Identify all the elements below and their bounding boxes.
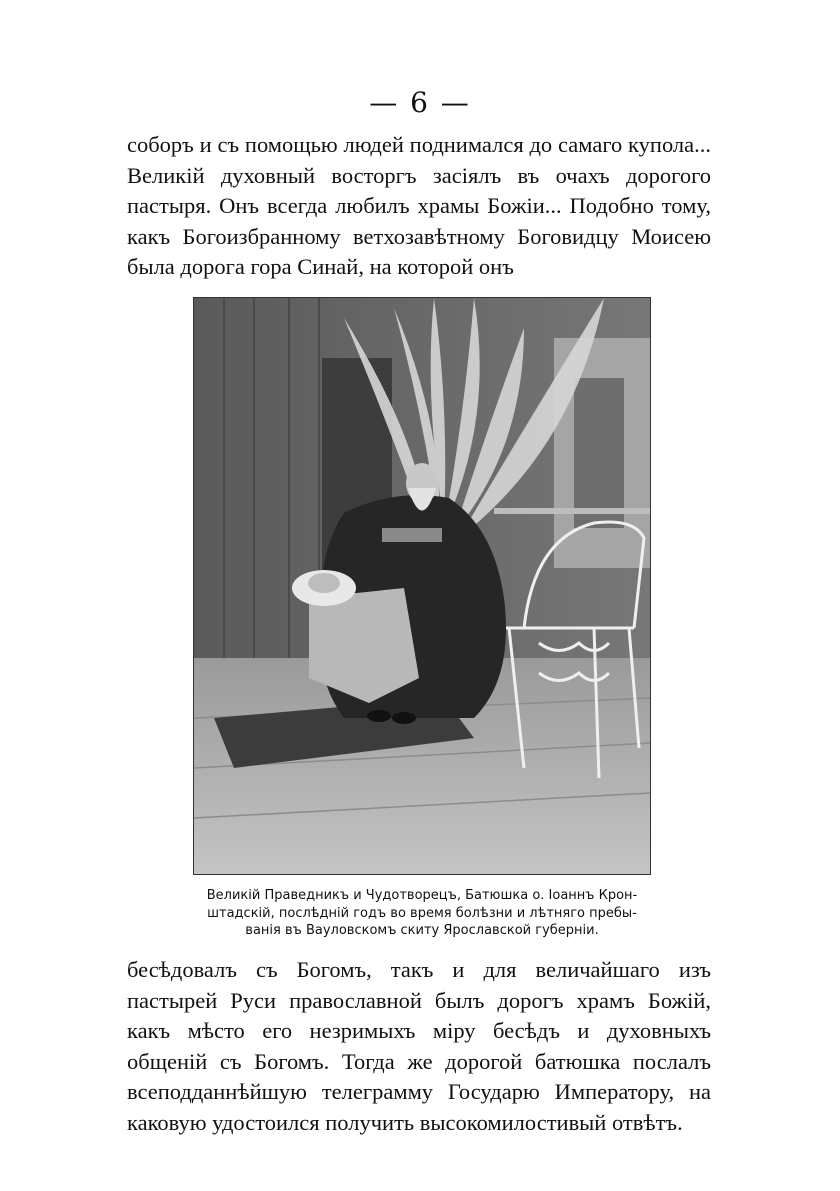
photograph bbox=[193, 297, 651, 875]
photo-caption bbox=[168, 887, 676, 940]
caption-line: Великій Праведникъ и Чудотворецъ, Батюшка о. Іоаннъ Крон- bbox=[206, 888, 638, 903]
photograph-illustration bbox=[194, 298, 650, 874]
caption-line: штадскій, послѣдній годъ во время болѣзни и лѣтняго пребы- bbox=[207, 905, 637, 921]
caption-line: ванія въ Вауловскомъ скиту Ярославской губерніи. bbox=[245, 923, 599, 938]
paragraph-bottom: бесѣдовалъ съ Богомъ, такъ и для величайшаго изъ пастырей Руси православной былъ дорогъ храмъ Божій, какъ мѣсто его незримыхъ міру бесѣдъ и духовныхъ общеній съ Богомъ. Тогда же дорогой батюшка послалъ всеподданнѣйшую телеграмму Государю Императору, на каковую удостоился получить высокомилостивый отвѣтъ. bbox=[127, 957, 711, 1135]
paragraph-top: соборъ и съ помощью людей поднимался до самаго купола... Великій духовный восторгъ засіялъ въ очахъ дорогого пастыря. Онъ всегда любилъ храмы Божіи... Подобно тому, какъ Богоизбранному ветхозавѣтному Боговидцу Моисею была дорога гора Синай, на которой онъ bbox=[127, 132, 711, 279]
page-number: — 6 — bbox=[369, 86, 471, 119]
